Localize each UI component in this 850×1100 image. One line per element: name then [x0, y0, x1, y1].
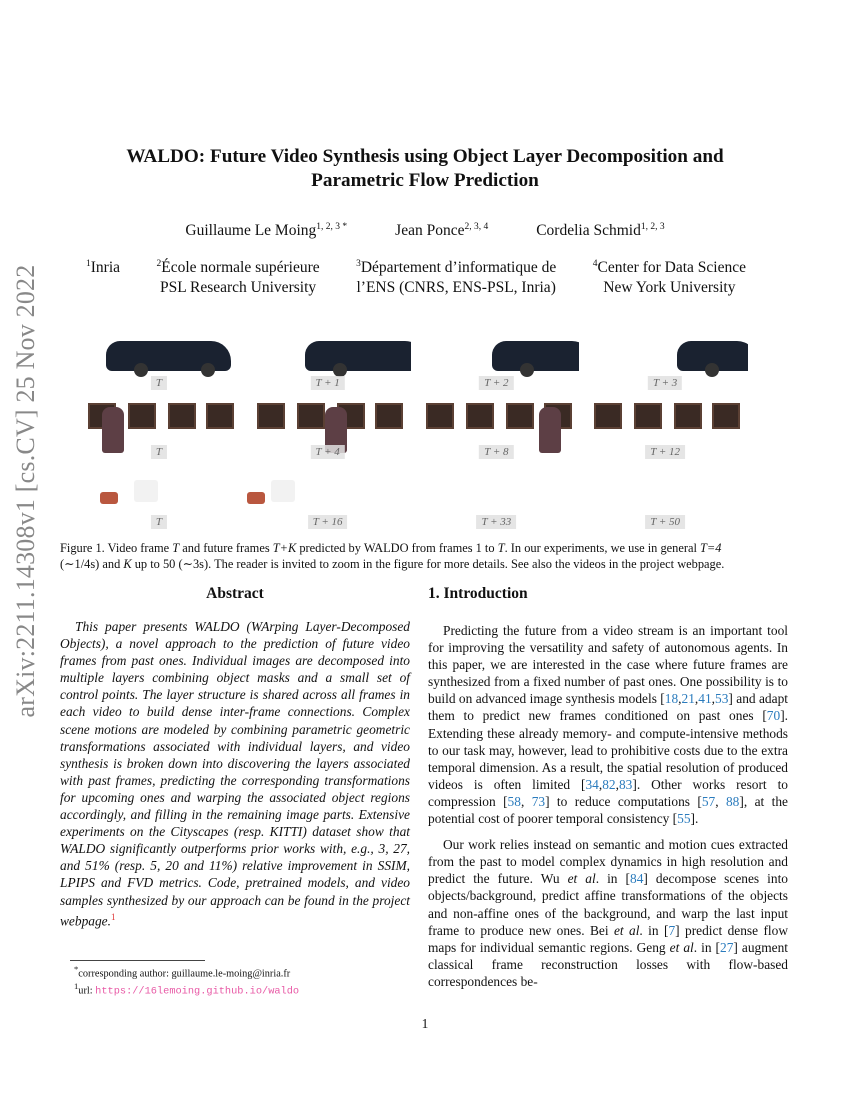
text-run: Our work relies instead on semantic and motion cues extracted from the past to model complex dynamics in high resolution and predict the future. Wu	[428, 837, 788, 887]
frame-label: T + 1	[310, 376, 344, 390]
abstract-body	[60, 618, 410, 929]
citation-link[interactable]: 83	[618, 776, 633, 792]
frame-label: T	[151, 445, 167, 459]
frame-label: T	[151, 376, 167, 390]
citation-link[interactable]: 41	[698, 691, 712, 707]
citation-link[interactable]: 7	[668, 922, 676, 938]
intro-paragraph-2	[428, 836, 788, 990]
frame-label: T	[151, 515, 167, 529]
citation-link[interactable]: 34	[585, 776, 599, 792]
citation-link[interactable]: 58	[507, 793, 521, 809]
video-frame	[245, 397, 411, 464]
text-run: ] and adapt them to predict new frames conditioned on past ones [	[428, 691, 788, 724]
text-run: . in [	[595, 871, 631, 887]
affiliation: $^1$Inria	[86, 259, 121, 277]
video-frame	[76, 466, 242, 533]
abstract-text: This paper presents WALDO (WArping Layer-Decomposed Objects), a novel approach to the prediction of future video frames from past ones. Individual images are decomposed into multiple layers combining object masks and a small set of control points. The layer structure is shared across all frames in each video to build dense inter-frame connections. Complex scene motions are modeled by combining parametric geometric transformations associated with individual layers, and video synthesis is broken down into discovering the layers associated with past frames, predicting the corresponding transformations for upcoming ones and warping the associated object regions accordingly, and filling in the remaining image parts. Extensive experiments on the Cityscapes (resp. KITTI) dataset show that WALDO significantly outperforms prior works with, e.g., 3, 27, and 51% (resp. 5, 20 and 11%) relative improvement in SSIM, LPIPS and FVD metrics. Code, pretrained models, and video samples synthesized by our approach can be found in the project webpage.	[60, 619, 410, 929]
italic-text: et al	[567, 871, 596, 887]
arxiv-stamp	[4, 264, 48, 718]
author: Cordelia Schmid$^{1, 2, 3}$	[536, 222, 665, 240]
introduction-body	[428, 622, 788, 999]
affiliation-list	[86, 254, 746, 298]
video-frame	[245, 466, 411, 533]
citation-link[interactable]: 73	[531, 793, 546, 809]
citation-link[interactable]: 88	[725, 793, 740, 809]
video-frame	[582, 327, 748, 394]
video-frame	[76, 397, 242, 464]
text-run: ] to reduce computations [	[545, 793, 702, 809]
frame-label: T + 50	[645, 515, 685, 529]
footnote-link[interactable]: 1	[110, 911, 116, 922]
italic-text: et al	[669, 939, 694, 955]
affiliation: $^3$Département d’informatique de l’ENS (CNRS, ENS-PSL, Inria)	[356, 259, 557, 297]
footnote-divider	[70, 960, 205, 961]
text-run: ].	[690, 811, 699, 827]
citation-link[interactable]: 57	[701, 793, 716, 809]
frame-label: T + 33	[476, 515, 516, 529]
abstract-heading: Abstract	[206, 585, 264, 602]
page-number: 1	[421, 1016, 429, 1031]
video-frame	[582, 466, 748, 533]
text-run: ,	[615, 776, 619, 792]
affiliation: $^2$École normale supérieure PSL Research University	[156, 259, 320, 297]
text-run: ] decompose scenes into objects/background, predict affine transformations of the objects and non-affine ones of the background, and warp the last input frame to produce new ones. Bei	[428, 871, 788, 938]
video-frame	[582, 397, 748, 464]
text-run: ], at the potential cost of poorer temporal consistency [	[428, 793, 788, 827]
text-run: Predicting the future from a video stream is an important tool for improving the versatility and safety of autonomous agents. In this paper, we are interested in the case where future frames are synthesized from a fixed number of past ones. One possibility is to build on advanced image synthesis models [	[428, 623, 788, 707]
citation-link[interactable]: 84	[630, 871, 644, 887]
paper-title	[60, 145, 790, 193]
video-frame	[414, 466, 580, 533]
footnote-url: $^1$url: https://16lemoing.github.io/waldo	[74, 981, 300, 998]
frame-label: T + 4	[310, 445, 344, 459]
text-run: . in [	[639, 922, 669, 938]
author: Jean Ponce$^{2, 3, 4}$	[395, 222, 489, 240]
title-line-1: WALDO: Future Video Synthesis using Object Layer Decomposition and	[126, 146, 724, 167]
intro-paragraph-1	[428, 622, 788, 827]
citation-link[interactable]: 55	[677, 811, 691, 827]
text-run: ] augment classical frame reconstruction losses with flow-based correspondences be-	[428, 939, 789, 989]
text-run: ,	[520, 793, 532, 809]
footnotes	[60, 963, 410, 999]
citation-link[interactable]: 82	[602, 776, 616, 792]
project-url-link[interactable]: https://16lemoing.github.io/waldo	[95, 985, 300, 998]
figure-1-grid	[76, 327, 748, 533]
citation-link[interactable]: 70	[766, 708, 781, 724]
citation-link[interactable]: 53	[715, 691, 729, 707]
text-run: . in [	[693, 939, 721, 955]
italic-text: et al	[613, 922, 640, 938]
arxiv-stamp-text: arXiv:2211.14308v1 [cs.CV] 25 Nov 2022	[11, 264, 40, 718]
author: Guillaume Le Moing$^{1, 2, 3 *}$	[185, 222, 348, 240]
frame-label: T + 12	[645, 445, 685, 459]
figure-caption: Figure 1. Video frame T and future frames T+K predicted by WALDO from frames 1 to T. In our experiments, we use in general T=4 (∼1/4s) and K up to 50 (∼3s). The reader is invited to zoom in the figure for more details. See also the videos in the project webpage.	[60, 541, 725, 571]
text-run: ]. Extending these already memory- and compute-intensive methods to our task may, however, lead to prohibitive costs due to the extra temporal dimension. As a result, the spatial resolution of produced videos is often limited [	[428, 708, 788, 792]
text-run: ]. Other works resort to compression [	[428, 776, 788, 809]
text-run: ,	[711, 691, 716, 707]
author-list	[60, 222, 790, 240]
frame-label: T + 2	[479, 376, 513, 390]
text-run: ,	[715, 793, 726, 809]
affiliation: $^4$Center for Data Science New York University	[592, 259, 746, 297]
frame-label: T + 3	[648, 376, 682, 390]
text-run: ,	[598, 776, 603, 792]
text-run: ] predict dense flow maps for individual semantic regions. Geng	[428, 922, 788, 955]
citation-link[interactable]: 18	[664, 691, 679, 707]
video-frame	[414, 397, 580, 464]
frame-label: T + 16	[308, 515, 348, 529]
video-frame	[414, 327, 580, 394]
text-run: ,	[678, 691, 682, 707]
video-frame	[245, 327, 411, 394]
frame-label: T + 8	[479, 445, 513, 459]
citation-link[interactable]: 27	[720, 939, 734, 955]
introduction-heading: 1. Introduction	[428, 585, 528, 602]
title-line-2: Parametric Flow Prediction	[311, 170, 539, 191]
footnote-corresponding: *corresponding author: guillaume.le-moing@inria.fr	[74, 964, 291, 980]
video-frame	[76, 327, 242, 394]
text-run: ,	[694, 691, 699, 707]
citation-link[interactable]: 21	[681, 691, 695, 707]
